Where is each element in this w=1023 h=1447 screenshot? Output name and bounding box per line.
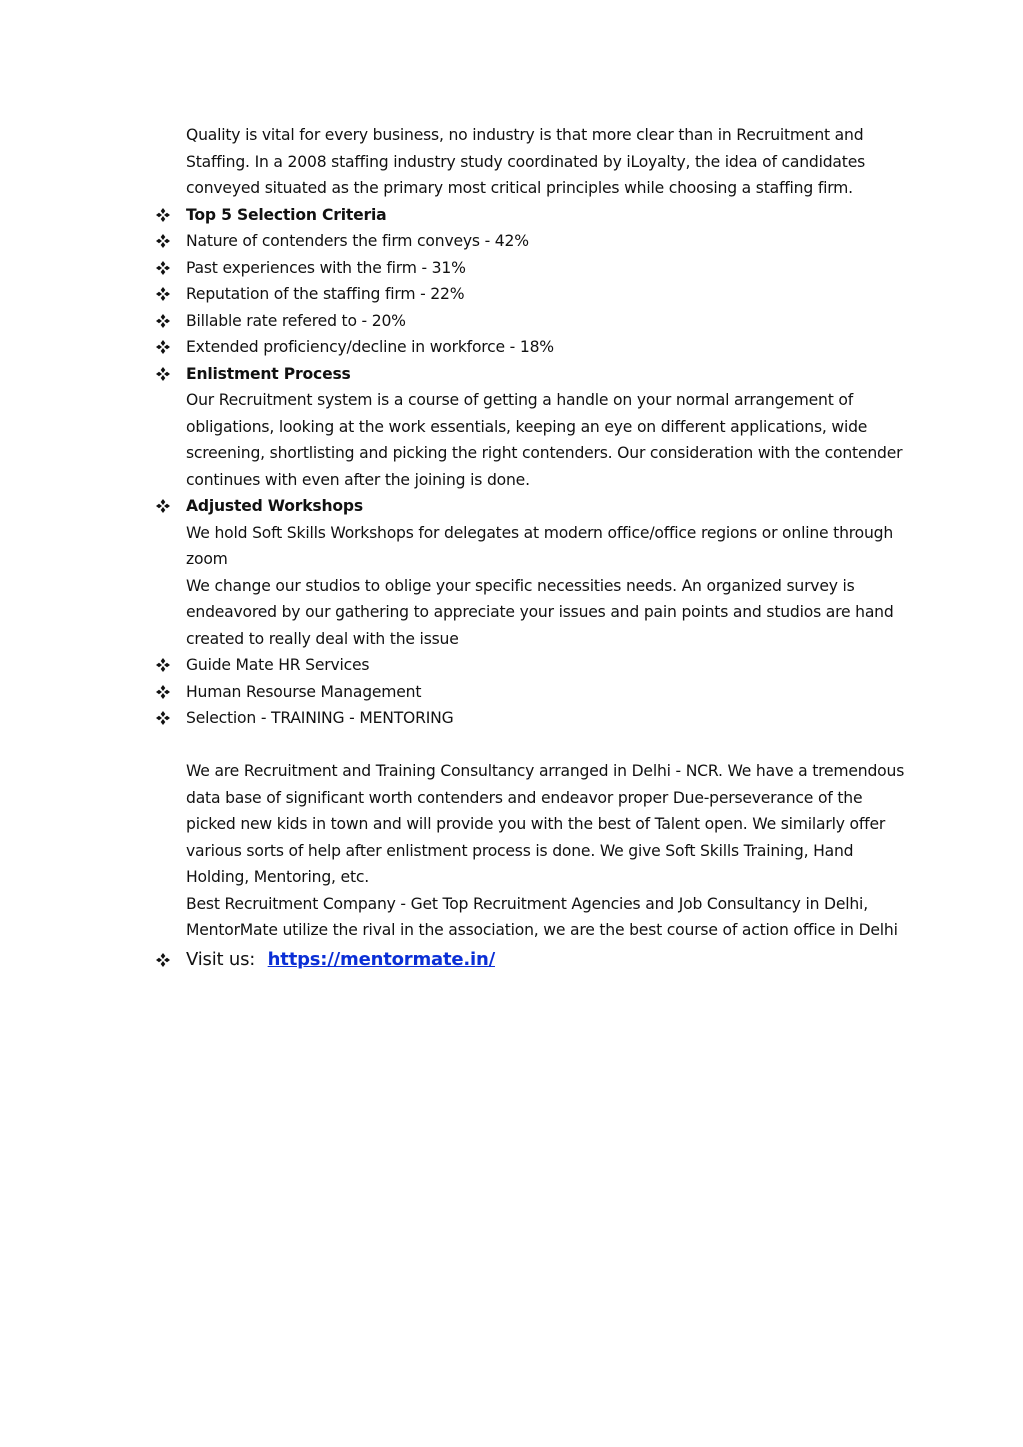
diamond-bullet-icon: [155, 493, 171, 520]
enlistment-heading-item: [186, 361, 906, 388]
list-item: [186, 308, 906, 335]
service-item: Human Resourse Management: [186, 682, 422, 701]
page-content: [186, 122, 906, 975]
criteria-item: Reputation of the staffing firm - 22%: [186, 285, 465, 303]
diamond-bullet-icon: [155, 945, 171, 975]
enlistment-heading: Enlistment Process: [186, 364, 351, 383]
enlistment-paragraph: Our Recruitment system is a course of getting a handle on your normal arrangement of obligations, looking at the work essentials, keeping an eye on different applications, wide screening, shortlisting and picking the right contenders. Our consideration with the contender continues with even after the joining is done.: [186, 391, 903, 489]
diamond-bullet-icon: [155, 361, 171, 388]
list-item: [186, 228, 906, 255]
visit-label: Visit us:: [186, 948, 256, 970]
diamond-bullet-icon: [155, 705, 171, 732]
criteria-item: Past experiences with the firm - 31%: [186, 258, 466, 277]
list-item: [186, 705, 906, 732]
service-item: Selection - TRAINING - MENTORING: [186, 709, 454, 727]
diamond-bullet-icon: [155, 679, 171, 706]
list-item: [186, 679, 906, 706]
diamond-bullet-icon: [155, 255, 171, 282]
spacer: [186, 732, 906, 759]
diamond-bullet-icon: [155, 228, 171, 255]
intro-paragraph: Quality is vital for every business, no industry is that more clear than in Recruitment and Staffing. In a 2008 staffing industry study coordinated by iLoyalty, the idea of candidates conveyed situated as the primary most critical principles while choosing a staffing firm.: [186, 126, 866, 197]
list-item: [186, 281, 906, 308]
workshops-heading-item: [186, 493, 906, 520]
top5-heading: Top 5 Selection Criteria: [186, 205, 387, 224]
about-paragraph-2: Best Recruitment Company - Get Top Recruitment Agencies and Job Consultancy in Delhi, MentorMate utilize the rival in the association, we are the best course of action office in Delhi: [186, 894, 898, 939]
about-paragraph-1: We are Recruitment and Training Consultancy arranged in Delhi - NCR. We have a tremendous data base of significant worth contenders and endeavor proper Due-perseverance of the picked new kids in town and will provide you with the best of Talent open. We similarly offer various sorts of help after enlistment process is done. We give Soft Skills Training, Hand Holding, Mentoring, etc.: [186, 762, 905, 886]
diamond-bullet-icon: [155, 308, 171, 335]
list-item: [186, 255, 906, 282]
criteria-item: Nature of contenders the firm conveys - 42%: [186, 232, 529, 250]
criteria-item: Billable rate refered to - 20%: [186, 311, 406, 330]
workshops-heading: Adjusted Workshops: [186, 497, 363, 515]
visit-item: [186, 945, 906, 975]
diamond-bullet-icon: [155, 202, 171, 229]
workshops-paragraph-1: We hold Soft Skills Workshops for delegates at modern office/office regions or online through zoom: [186, 523, 894, 568]
diamond-bullet-icon: [155, 652, 171, 679]
workshops-paragraph-2: We change our studios to oblige your specific necessities needs. An organized survey is endeavored by our gathering to appreciate your issues and pain points and studios are hand created to really deal with the issue: [186, 576, 894, 648]
top5-heading-item: [186, 202, 906, 229]
diamond-bullet-icon: [155, 281, 171, 308]
list-item: [186, 652, 906, 679]
diamond-bullet-icon: [155, 334, 171, 361]
criteria-item: Extended proficiency/decline in workforce - 18%: [186, 338, 554, 356]
website-link[interactable]: https://mentormate.in/: [267, 948, 495, 970]
list-item: [186, 334, 906, 361]
service-item: Guide Mate HR Services: [186, 656, 370, 674]
